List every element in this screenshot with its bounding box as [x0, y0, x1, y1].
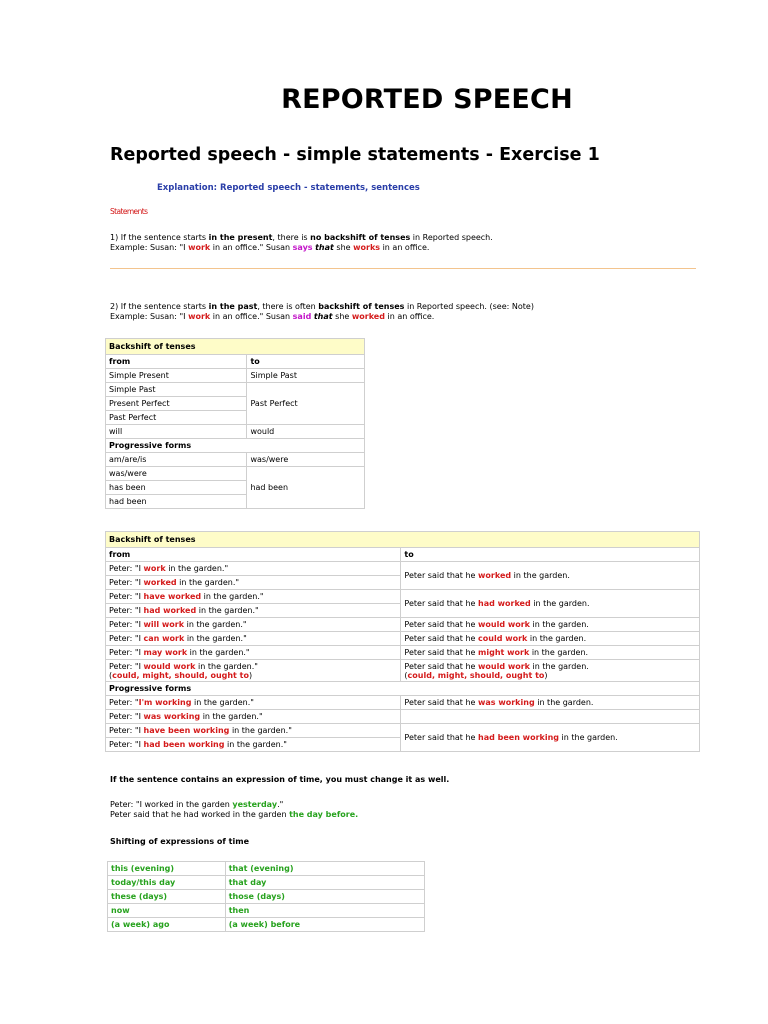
table-cell: this (evening) [108, 862, 226, 876]
statements-label: Statements [110, 207, 148, 216]
section-divider [110, 268, 696, 269]
table-row [401, 710, 700, 724]
table-cell: Simple Present [106, 369, 247, 383]
col-to: to [401, 548, 700, 562]
table-cell: now [108, 904, 226, 918]
backshift-tenses-table [105, 338, 365, 509]
table-row: Peter: "I have been working in the garden." [106, 724, 401, 738]
table-cell: (a week) before [225, 918, 424, 932]
col-from: from [106, 355, 247, 369]
table-row: Peter said that he might work in the garden. [401, 646, 700, 660]
table-header: Backshift of tenses [106, 532, 700, 548]
rule-1-line-1: 1) If the sentence starts in the present, there is no backshift of tenses in Reported speech. [110, 233, 493, 242]
table-row: Peter said that he would work in the garden. [401, 618, 700, 632]
time-shift-table [107, 861, 425, 932]
table-cell: has been [106, 481, 247, 495]
progressive-label: Progressive forms [106, 439, 365, 453]
table-cell: was/were [106, 467, 247, 481]
table-cell: today/this day [108, 876, 226, 890]
col-to: to [247, 355, 365, 369]
table-cell: Simple Past [247, 369, 365, 383]
col-from: from [106, 548, 401, 562]
table-row: Peter: "I worked in the garden." [106, 576, 401, 590]
table-row: Peter said that he would work in the garden. (could, might, should, ought to) [401, 660, 700, 682]
shift-heading: Shifting of expressions of time [110, 837, 249, 846]
table-row: Peter: "I was working in the garden." [106, 710, 401, 724]
modals-list: could, might, should, ought to [112, 670, 249, 680]
table-cell: (a week) ago [108, 918, 226, 932]
table-cell: that (evening) [225, 862, 424, 876]
table-cell: Past Perfect [247, 383, 365, 425]
table-row: Peter: "I had been working in the garden." [106, 738, 401, 752]
table-row: Peter: "I may work in the garden." [106, 646, 401, 660]
table-row: Peter: "I'm working in the garden." [106, 696, 401, 710]
table-row: Peter: "I would work in the garden." (could, might, should, ought to) [106, 660, 401, 682]
explanation-link[interactable]: Explanation: Reported speech - statements, sentences [157, 183, 420, 193]
modals-list: could, might, should, ought to [407, 670, 545, 680]
time-expression-note: If the sentence contains an expression of time, you must change it as well. [110, 775, 450, 784]
table-cell: had been [106, 495, 247, 509]
rule-2-example: Example: Susan: "I work in an office." Susan said that she worked in an office. [110, 311, 435, 321]
table-row: Peter: "I have worked in the garden." [106, 590, 401, 604]
rule-2-text [110, 302, 534, 321]
table-cell: Past Perfect [106, 411, 247, 425]
table-row: Peter: "I can work in the garden." [106, 632, 401, 646]
table-row: Peter: "I had worked in the garden." [106, 604, 401, 618]
table-cell: then [225, 904, 424, 918]
table-cell: am/are/is [106, 453, 247, 467]
table-row: Peter: "I work in the garden." [106, 562, 401, 576]
time-example [110, 800, 358, 819]
backshift-examples-table [105, 531, 700, 752]
table-row: Peter: "I will work in the garden." [106, 618, 401, 632]
exercise-subtitle: Reported speech - simple statements - Exercise 1 [110, 145, 600, 165]
table-row: Peter said that he had worked in the garden. [401, 590, 700, 618]
rule-1-example: Example: Susan: "I work in an office." Susan says that she works in an office. [110, 242, 430, 252]
table-cell: was/were [247, 453, 365, 467]
table-row: Peter said that he was working in the garden. [401, 696, 700, 710]
time-example-line-1: Peter: "I worked in the garden yesterday." [110, 800, 284, 809]
table-cell: Present Perfect [106, 397, 247, 411]
page-title: REPORTED SPEECH [281, 84, 573, 115]
time-example-line-2: Peter said that he had worked in the garden the day before. [110, 809, 359, 819]
table-cell: Simple Past [106, 383, 247, 397]
progressive-label: Progressive forms [106, 682, 700, 696]
table-cell: would [247, 425, 365, 439]
table-cell: that day [225, 876, 424, 890]
table-row: Peter said that he could work in the garden. [401, 632, 700, 646]
table-row: Peter said that he worked in the garden. [401, 562, 700, 590]
table-cell: those (days) [225, 890, 424, 904]
rule-2-line-1: 2) If the sentence starts in the past, there is often backshift of tenses in Reported speech. (see: Note) [110, 302, 534, 311]
table-cell: will [106, 425, 247, 439]
table-row: Peter said that he had been working in the garden. [401, 724, 700, 752]
table-header: Backshift of tenses [106, 339, 365, 355]
table-cell: these (days) [108, 890, 226, 904]
table-cell: had been [247, 467, 365, 509]
rule-1-text [110, 233, 493, 252]
